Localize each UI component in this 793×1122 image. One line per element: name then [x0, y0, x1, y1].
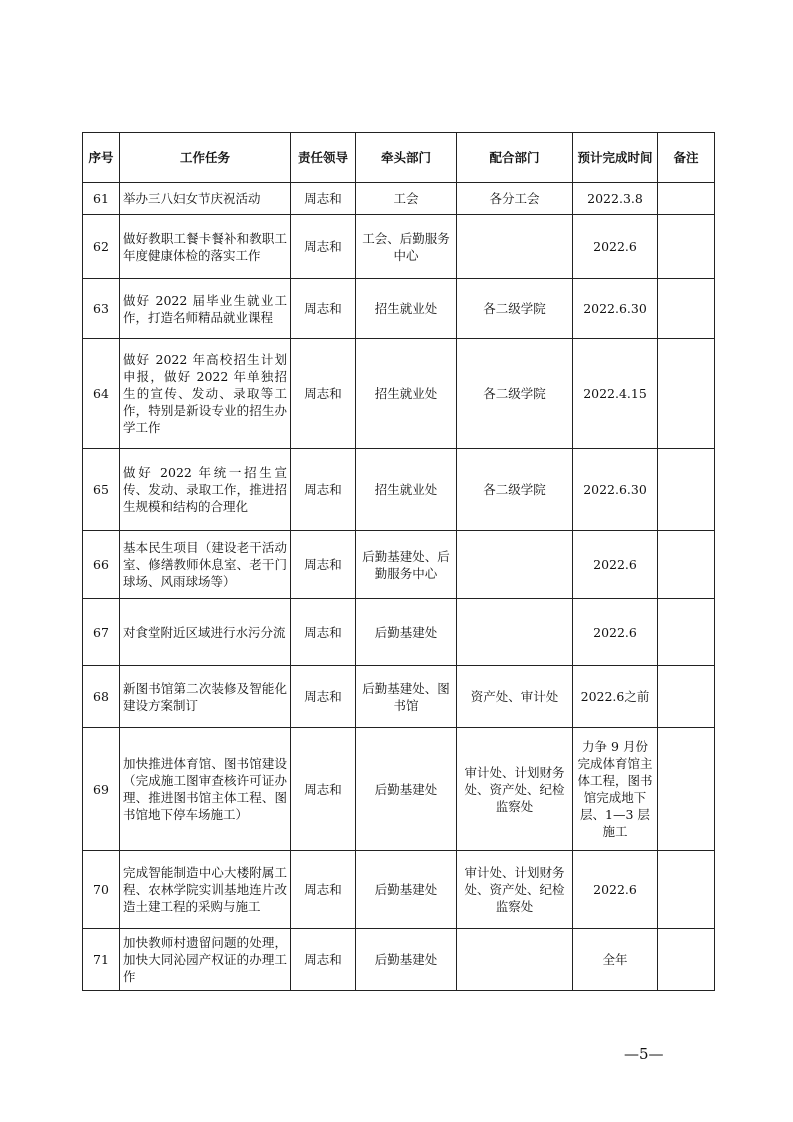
cell-lead-dept: 后勤基建处: [356, 929, 457, 991]
cell-task: 加快推进体育馆、图书馆建设（完成施工图审查核许可证办理、推进图书馆主体工程、图书馆地下停车场施工）: [120, 728, 291, 851]
cell-note: [658, 851, 715, 929]
cell-note: [658, 279, 715, 339]
cell-lead-dept: 招生就业处: [356, 279, 457, 339]
cell-due: 2022.6.30: [573, 279, 658, 339]
header-leader: 责任领导: [291, 133, 356, 183]
cell-lead-dept: 后勤基建处: [356, 599, 457, 666]
cell-leader: 周志和: [291, 599, 356, 666]
cell-lead-dept: 招生就业处: [356, 449, 457, 531]
cell-leader: 周志和: [291, 929, 356, 991]
cell-coop-dept: 审计处、计划财务处、资产处、纪检监察处: [457, 851, 573, 929]
cell-leader: 周志和: [291, 279, 356, 339]
cell-no: 66: [83, 531, 120, 599]
table-row: [83, 279, 715, 339]
cell-lead-dept: 后勤基建处、后勤服务中心: [356, 531, 457, 599]
cell-lead-dept: 后勤基建处: [356, 728, 457, 851]
cell-coop-dept: [457, 215, 573, 279]
header-no: 序号: [83, 133, 120, 183]
table-header-row: [83, 133, 715, 183]
cell-task: 基本民生项目（建设老干活动室、修缮教师休息室、老干门球场、风雨球场等）: [120, 531, 291, 599]
cell-note: [658, 183, 715, 215]
cell-note: [658, 666, 715, 728]
cell-lead-dept: 后勤基建处、图书馆: [356, 666, 457, 728]
cell-due: 2022.6之前: [573, 666, 658, 728]
cell-coop-dept: 各二级学院: [457, 339, 573, 449]
cell-coop-dept: [457, 531, 573, 599]
cell-coop-dept: 审计处、计划财务处、资产处、纪检监察处: [457, 728, 573, 851]
cell-due: 2022.4.15: [573, 339, 658, 449]
cell-task: 对食堂附近区域进行水污分流: [120, 599, 291, 666]
cell-due: 2022.6.30: [573, 449, 658, 531]
cell-lead-dept: 工会: [356, 183, 457, 215]
cell-lead-dept: 招生就业处: [356, 339, 457, 449]
cell-leader: 周志和: [291, 851, 356, 929]
cell-task: 完成智能制造中心大楼附属工程、农林学院实训基地连片改造土建工程的采购与施工: [120, 851, 291, 929]
header-lead-dept: 牵头部门: [356, 133, 457, 183]
cell-leader: 周志和: [291, 183, 356, 215]
cell-note: [658, 728, 715, 851]
cell-task: 举办三八妇女节庆祝活动: [120, 183, 291, 215]
header-task: 工作任务: [120, 133, 291, 183]
cell-coop-dept: [457, 929, 573, 991]
cell-no: 64: [83, 339, 120, 449]
cell-leader: 周志和: [291, 531, 356, 599]
cell-task: 做好教职工餐卡餐补和教职工年度健康体检的落实工作: [120, 215, 291, 279]
cell-no: 67: [83, 599, 120, 666]
table-row: [83, 851, 715, 929]
cell-coop-dept: [457, 599, 573, 666]
cell-task: 新图书馆第二次装修及智能化建设方案制订: [120, 666, 291, 728]
cell-coop-dept: 资产处、审计处: [457, 666, 573, 728]
cell-coop-dept: 各分工会: [457, 183, 573, 215]
cell-no: 69: [83, 728, 120, 851]
cell-no: 70: [83, 851, 120, 929]
table-row: [83, 339, 715, 449]
cell-due: 2022.6: [573, 851, 658, 929]
table-row: [83, 599, 715, 666]
cell-coop-dept: 各二级学院: [457, 449, 573, 531]
cell-task: 做好 2022 届毕业生就业工作，打造名师精品就业课程: [120, 279, 291, 339]
cell-note: [658, 929, 715, 991]
cell-due: 2022.3.8: [573, 183, 658, 215]
table-row: [83, 929, 715, 991]
cell-no: 71: [83, 929, 120, 991]
header-coop-dept: 配合部门: [457, 133, 573, 183]
work-task-table: [82, 132, 715, 991]
table-row: [83, 666, 715, 728]
cell-due: 2022.6: [573, 531, 658, 599]
cell-note: [658, 215, 715, 279]
cell-no: 63: [83, 279, 120, 339]
cell-due: 力争 9 月份完成体育馆主体工程，图书馆完成地下层、1—3 层施工: [573, 728, 658, 851]
cell-coop-dept: 各二级学院: [457, 279, 573, 339]
cell-task: 做好 2022 年统一招生宣传、发动、录取工作，推进招生规模和结构的合理化: [120, 449, 291, 531]
cell-leader: 周志和: [291, 449, 356, 531]
header-due: 预计完成时间: [573, 133, 658, 183]
cell-leader: 周志和: [291, 215, 356, 279]
cell-due: 2022.6: [573, 599, 658, 666]
cell-leader: 周志和: [291, 728, 356, 851]
table-row: [83, 215, 715, 279]
cell-no: 61: [83, 183, 120, 215]
table-row: [83, 183, 715, 215]
table-row: [83, 531, 715, 599]
cell-task: 做好 2022 年高校招生计划申报，做好 2022 年单独招生的宣传、发动、录取等工作，特别是新设专业的招生办学工作: [120, 339, 291, 449]
table-row: [83, 728, 715, 851]
cell-due: 2022.6: [573, 215, 658, 279]
cell-lead-dept: 后勤基建处: [356, 851, 457, 929]
cell-task: 加快教师村遗留问题的处理，加快大同沁园产权证的办理工作: [120, 929, 291, 991]
cell-note: [658, 339, 715, 449]
cell-no: 68: [83, 666, 120, 728]
cell-leader: 周志和: [291, 666, 356, 728]
cell-no: 65: [83, 449, 120, 531]
page-number: —5—: [624, 1045, 664, 1063]
cell-note: [658, 531, 715, 599]
table-row: [83, 449, 715, 531]
cell-no: 62: [83, 215, 120, 279]
header-note: 备注: [658, 133, 715, 183]
cell-note: [658, 449, 715, 531]
cell-due: 全年: [573, 929, 658, 991]
cell-note: [658, 599, 715, 666]
cell-leader: 周志和: [291, 339, 356, 449]
cell-lead-dept: 工会、后勤服务中心: [356, 215, 457, 279]
